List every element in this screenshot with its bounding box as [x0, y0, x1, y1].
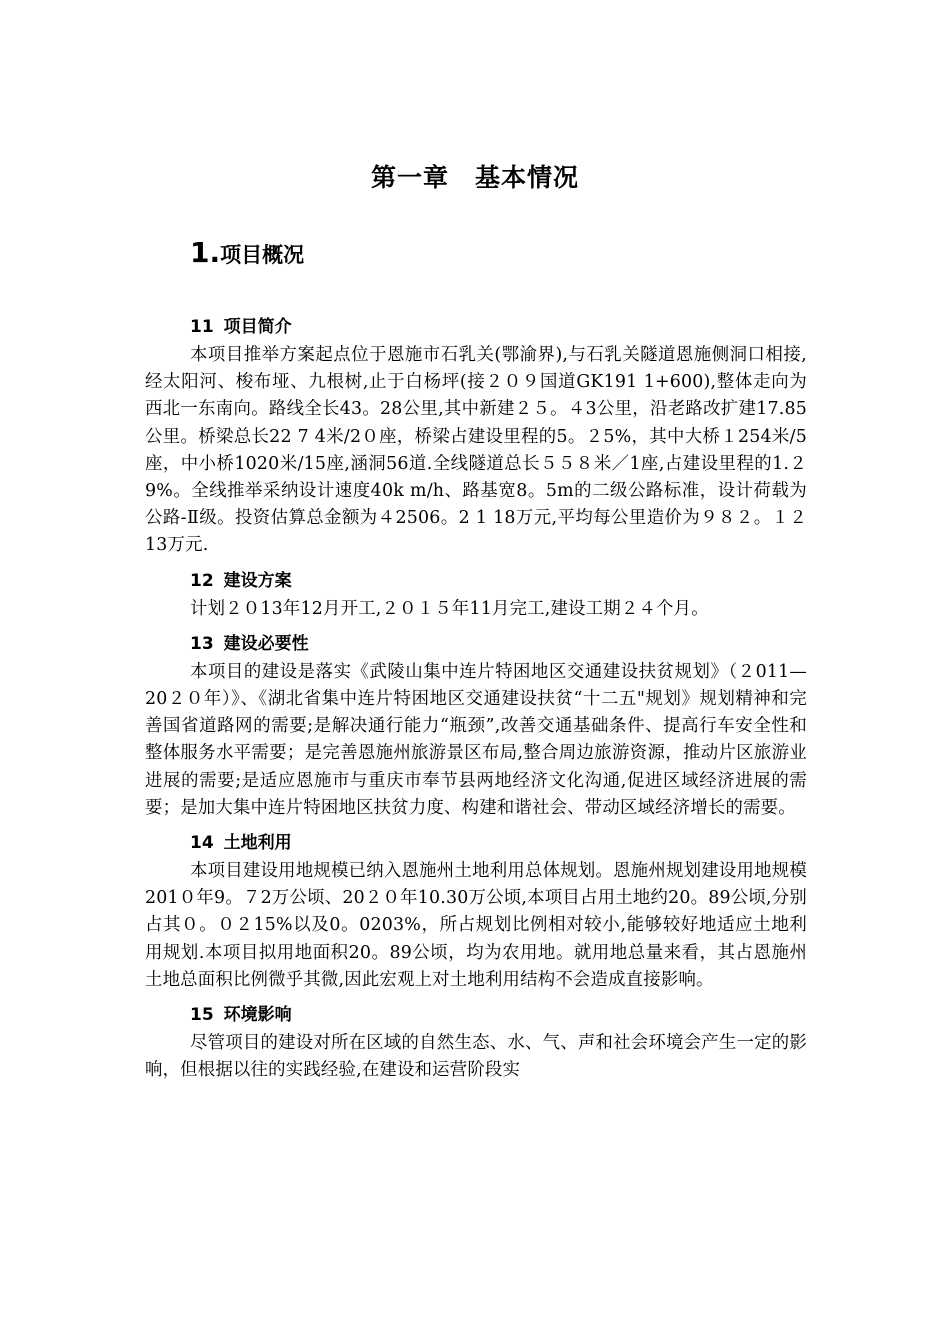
- section-title-text: 项目概况: [220, 243, 305, 267]
- subsection-title: 建设方案: [223, 570, 292, 591]
- subsection-body: 本项目的建设是落实《武陵山集中连片特困地区交通建设扶贫规划》（２011—20２０年）》、《湖北省集中连片特困地区交通建设扶贫“十二五"规划》规划精神和完善国省道路网的需要;是解决通行能力“瓶颈”,改善交通基础条件、提高行车安全性和整体服务水平需要；是完善恩施州旅游景区布局,整合周边旅游资源，推动片区旅游业进展的需要;是适应恩施市与重庆市奉节县两地经济文化沟通,促进区域经济进展的需要；是加大集中连片特困地区扶贫力度、构建和谐社会、带动区域经济增长的需要。: [145, 661, 807, 818]
- subsection-heading: [190, 629, 807, 659]
- subsection-heading: [190, 828, 807, 858]
- subsection-body: 本项目建设用地规模已纳入恩施州土地利用总体规划。恩施州规划建设用地规模201０年9。７2万公顷、20２０年10.30万公顷,本项目占用土地约20。89公顷,分别占其０。０２15%以及0。0203%，所占规划比例相对较小,能够较好地适应土地利用规划.本项目拟用地面积20。89公顷，均为农用地。就用地总量来看，其占恩施州土地总面积比例微乎其微,因此宏观上对土地利用结构不会造成直接影响。: [145, 861, 807, 990]
- subsection-number: 11: [190, 317, 214, 337]
- subsection-land-use: [145, 828, 807, 994]
- subsection-number: 12: [190, 570, 214, 591]
- section-content: [145, 312, 807, 1084]
- subsection-title: 环境影响: [223, 1005, 292, 1026]
- subsection-body: 计划２０13年12月开工,２０１５年11月完工,建设工期２４个月。: [190, 598, 709, 619]
- subsection-body: 本项目推举方案起点位于恩施市石乳关(鄂渝界),与石乳关隧道恩施侧洞口相接,经太阳河、梭布垭、九根树,止于白杨坪(接２０９国道GK191 1+600),整体走向为西北一东南向。路线全长43。28公里,其中新建２５。４3公里，沿老路改扩建17.85公里。桥梁总长22 7 4米/2０座，桥梁占建设里程的5。２5%，其中大桥１254米/5座，中小桥1020米/15座,涵洞56道.全线隧道总长５５８米／1座,占建设里程的1.２9%。全线推举采纳设计速度40k m/h、路基宽8。5m的二级公路标准，设计荷载为公路-Ⅱ级。投资估算总金额为４2506。2 1 18万元,平均每公里造价为９８２。１２13万元.: [145, 345, 807, 556]
- section-title: [190, 236, 304, 272]
- subsection-construction-plan: [145, 566, 807, 623]
- subsection-heading: [190, 1000, 807, 1030]
- subsection-title: 项目简介: [223, 317, 292, 337]
- subsection-number: 15: [190, 1005, 214, 1026]
- subsection-necessity: [145, 629, 807, 822]
- subsection-heading: [190, 566, 807, 596]
- subsection-title: 土地利用: [223, 833, 292, 854]
- subsection-environment: [145, 1000, 807, 1084]
- subsection-number: 14: [190, 833, 214, 854]
- subsection-number: 13: [190, 633, 214, 654]
- subsection-body: 尽管项目的建设对所在区域的自然生态、水、气、声和社会环境会产生一定的影响，但根据以往的实践经验,在建设和运营阶段实: [145, 1033, 807, 1081]
- subsection-project-intro: [145, 312, 807, 560]
- section-number: 1.: [190, 236, 221, 269]
- subsection-title: 建设必要性: [223, 633, 309, 654]
- chapter-title: 第一章 基本情况: [370, 163, 579, 192]
- subsection-heading: [190, 312, 807, 342]
